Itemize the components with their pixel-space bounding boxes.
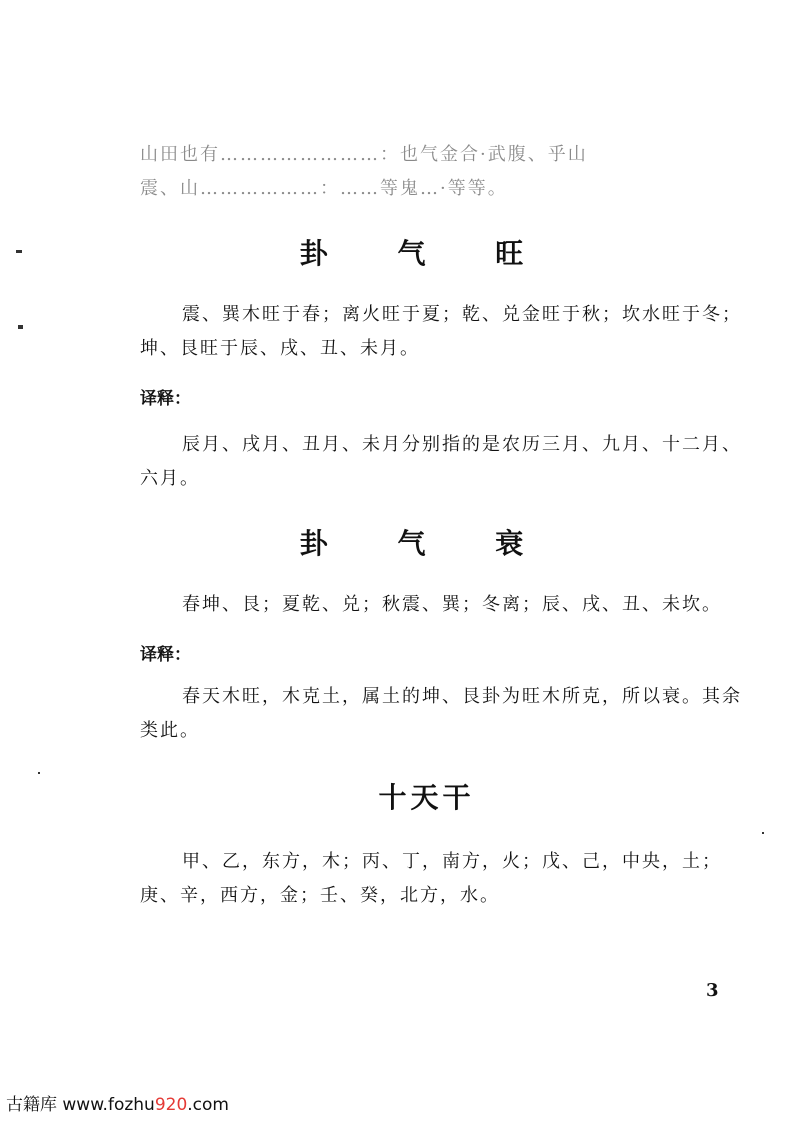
section-title-gua-qi-shuai: 卦 气 衰 [299, 527, 554, 560]
section-title-shi-tian-gan: 十天干 [378, 781, 475, 814]
watermark-site-name: 古籍库 [6, 1095, 57, 1115]
scan-speck [38, 772, 40, 774]
section-title-gua-qi-wang: 卦 气 旺 [299, 237, 554, 270]
section-explanation-gua-qi-wang: 辰月、戌月、丑月、未月分别指的是农历三月、九月、十二月、六月。 [140, 434, 742, 489]
section-label-translation-1: 译释： [140, 389, 191, 409]
section-explanation-gua-qi-shuai: 春天木旺，木克土，属土的坤、艮卦为旺木所克，所以衰。其余类此。 [140, 686, 742, 741]
watermark-url-prefix: www.fozhu [62, 1095, 155, 1115]
scan-speck [762, 832, 764, 834]
page-number: 3 [706, 980, 719, 1001]
section-body-gua-qi-shuai: 春坤、艮；夏乾、兑；秋震、巽；冬离；辰、戌、丑、未坎。 [182, 594, 722, 615]
intro-text [140, 138, 750, 206]
site-watermark [6, 1090, 229, 1115]
watermark-url-number: 920 [154, 1095, 188, 1115]
intro-line-2: 震、山………………：……等鬼…·等等。 [140, 178, 508, 199]
section-body-gua-qi-wang: 震、巽木旺于春；离火旺于夏；乾、兑金旺于秋；坎水旺于冬；坤、艮旺于辰、戌、丑、未月。 [140, 304, 742, 359]
scan-speck [16, 250, 22, 253]
intro-line-1: 山田也有……………………：也气金合·武腹、乎山 [140, 144, 588, 165]
watermark-url-suffix: .com [187, 1095, 229, 1115]
section-body-shi-tian-gan: 甲、乙，东方，木；丙、丁，南方，火；戊、己，中央，土；庚、辛，西方，金；壬、癸，北方，水。 [140, 851, 722, 906]
section-label-translation-2: 译释： [140, 645, 191, 665]
scan-speck [18, 325, 23, 329]
